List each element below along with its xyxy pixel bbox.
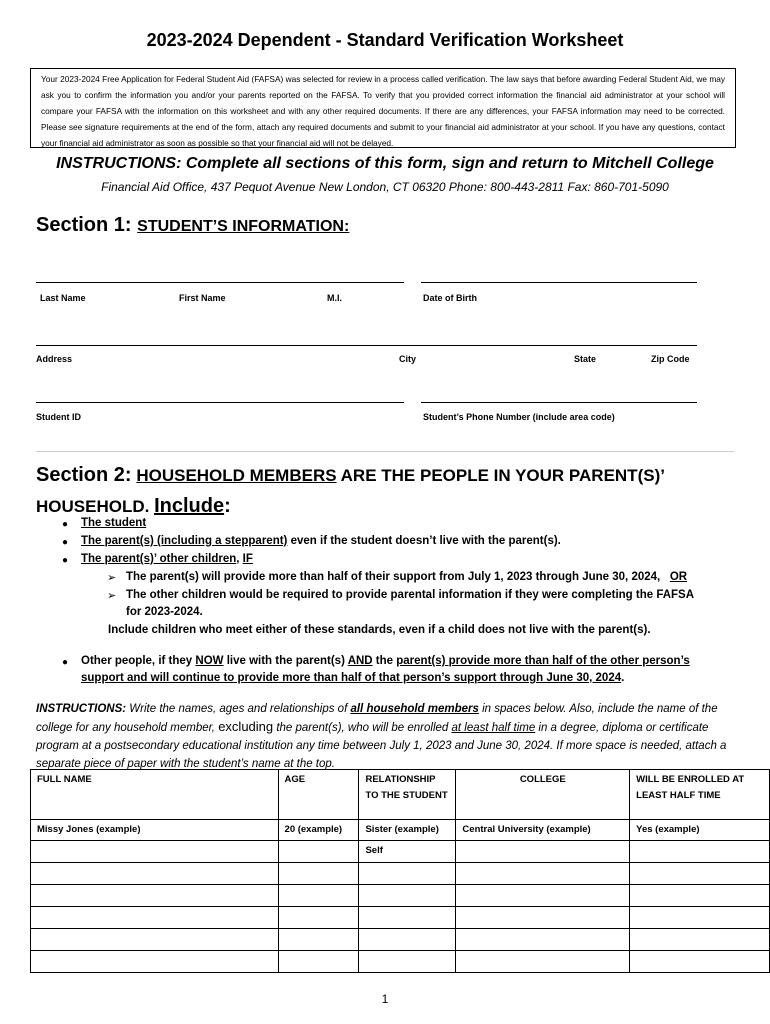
name-line[interactable] xyxy=(36,282,404,283)
cell-input[interactable] xyxy=(456,885,630,907)
cell-input[interactable] xyxy=(31,885,279,907)
bullet-icon: ● xyxy=(62,555,69,566)
table-row xyxy=(31,885,770,907)
cell-input[interactable] xyxy=(31,841,279,863)
example-relationship: Sister (example) xyxy=(359,820,456,841)
section2-heading-underlined: HOUSEHOLD MEMBERS xyxy=(136,466,337,485)
table-row xyxy=(31,841,770,863)
cell-input[interactable] xyxy=(31,929,279,951)
section2-colon: : xyxy=(124,464,132,486)
cell-input[interactable] xyxy=(278,951,359,973)
table-row xyxy=(31,820,770,841)
cell-input[interactable] xyxy=(456,907,630,929)
bullet-student: The student xyxy=(81,517,147,529)
cell-input[interactable] xyxy=(630,929,770,951)
cell-input[interactable] xyxy=(630,885,770,907)
table-row xyxy=(31,907,770,929)
cell-input[interactable] xyxy=(630,907,770,929)
example-age: 20 (example) xyxy=(278,820,359,841)
header-enrolled: WILL BE ENROLLED AT LEAST HALF TIME xyxy=(630,770,770,820)
example-name: Missy Jones (example) xyxy=(31,820,279,841)
cell-input[interactable] xyxy=(456,929,630,951)
cell-input[interactable] xyxy=(456,951,630,973)
include-word: Include xyxy=(154,495,225,517)
intro-box: Your 2023-2024 Free Application for Federal Student Aid (FAFSA) was selected for review in a process called verification. The law says that before awarding Federal Student Aid, we may ask you to confirm the information you and/or your parents reported on the FAFSA. To verify that you provided correct information the financial aid administrator at your school will compare your FAFSA with the information on this worksheet and with any other required documents. If there are any differences, your FAFSA information may need to be corrected. Please see signature requirements at the end of the form, attach any required documents and submit to your financial aid administrator at your school. If you have any questions, contact your financial aid administrator as soon as possible so that your financial aid will not be delayed. xyxy=(30,68,736,148)
city-label: City xyxy=(399,354,417,364)
cell-input[interactable] xyxy=(359,863,456,885)
arrow-icon: ➢ xyxy=(107,572,117,584)
section1-colon: : xyxy=(124,214,132,236)
cell-input[interactable] xyxy=(278,907,359,929)
cell-input[interactable] xyxy=(359,885,456,907)
bullet-other-people-cont: support and will continue to provide more than half of that person’s support through June 30, 2024. xyxy=(81,672,625,684)
section-divider xyxy=(36,451,734,452)
cell-input[interactable] xyxy=(278,863,359,885)
include-colon: : xyxy=(224,495,231,517)
office-address: Financial Aid Office, 437 Pequot Avenue New London, CT 06320 Phone: 800-443-2811 Fax: 860-701-5090 xyxy=(101,180,669,194)
bullet-parents: The parent(s) (including a stepparent) even if the student doesn’t live with the parent(s). xyxy=(81,535,561,547)
bullet-icon: ● xyxy=(62,537,69,548)
sub-condition-1: The parent(s) will provide more than half of their support from July 1, 2023 through June 30, 2024, OR xyxy=(126,571,688,583)
bullet-icon: ● xyxy=(62,519,69,530)
cell-input[interactable] xyxy=(630,863,770,885)
sub-condition-2: The other children would be required to provide parental information if they were completing the FAFSA xyxy=(126,589,695,601)
dob-line[interactable] xyxy=(421,282,697,283)
mi-label: M.I. xyxy=(327,293,342,303)
phone-line[interactable] xyxy=(421,402,697,403)
page-number: 1 xyxy=(381,992,389,1006)
cell-input[interactable] xyxy=(31,907,279,929)
section1-heading xyxy=(36,214,349,237)
cell-input[interactable] xyxy=(278,929,359,951)
cell-input[interactable] xyxy=(456,841,630,863)
page-title: 2023-2024 Dependent - Standard Verification Worksheet xyxy=(146,30,624,50)
bullet-other-children: The parent(s)’ other children, IF xyxy=(81,553,253,565)
table-row xyxy=(31,929,770,951)
example-college: Central University (example) xyxy=(456,820,630,841)
arrow-icon: ➢ xyxy=(107,590,117,602)
header-relationship: RELATIONSHIP TO THE STUDENT xyxy=(359,770,456,820)
cell-input[interactable] xyxy=(630,951,770,973)
household-instructions: INSTRUCTIONS: Write the names, ages and relationships of all household members in spaces below. Also, include the name of the college for any household member, excluding the parent(s), who will be enrolled at least half time in a degree, diploma or certificate program at a postsecondary educational institution any time between July 1, 2023 and June 30, 2024. If more space is needed, attach a separate piece of paper with the student’s name at the top. xyxy=(36,703,727,770)
cell-input[interactable] xyxy=(31,951,279,973)
cell-input[interactable] xyxy=(278,841,359,863)
table-header-row xyxy=(31,770,770,820)
student-id-line[interactable] xyxy=(36,402,404,403)
section1-title: STUDENT’S INFORMATION: xyxy=(137,218,350,235)
cell-input[interactable] xyxy=(278,885,359,907)
address-line[interactable] xyxy=(36,345,697,346)
sub-condition-2-cont: for 2023-2024. xyxy=(126,606,203,618)
cell-input[interactable] xyxy=(456,863,630,885)
header-college: COLLEGE xyxy=(456,770,630,820)
bullet-other-people: Other people, if they NOW live with the parent(s) AND the parent(s) provide more than half of the other person’s xyxy=(81,655,690,667)
section2-label: Section 2 xyxy=(36,464,125,486)
section2-heading-line2: HOUSEHOLD. xyxy=(36,497,155,516)
cell-input[interactable] xyxy=(630,841,770,863)
last-name-label: Last Name xyxy=(40,293,86,303)
table-row xyxy=(31,951,770,973)
example-enrolled: Yes (example) xyxy=(630,820,770,841)
table-row xyxy=(31,863,770,885)
section2-heading xyxy=(36,460,736,522)
dob-label: Date of Birth xyxy=(423,293,477,303)
cell-input[interactable] xyxy=(359,929,456,951)
section1-label: Section 1 xyxy=(36,214,125,236)
header-full-name: FULL NAME xyxy=(31,770,279,820)
section2-heading-rest: ARE THE PEOPLE IN YOUR PARENT(S)’ xyxy=(336,466,665,485)
self-cell: Self xyxy=(359,841,456,863)
household-table xyxy=(30,769,770,973)
phone-label: Student’s Phone Number (include area code) xyxy=(423,412,615,422)
cell-input[interactable] xyxy=(359,907,456,929)
address-label: Address xyxy=(36,354,73,364)
state-label: State xyxy=(574,354,597,364)
instructions-heading: INSTRUCTIONS: Complete all sections of this form, sign and return to Mitchell College xyxy=(56,155,714,172)
student-id-label: Student ID xyxy=(36,412,81,422)
zip-label: Zip Code xyxy=(651,354,690,364)
include-children-note: Include children who meet either of these standards, even if a child does not live with the parent(s). xyxy=(108,624,651,636)
header-age: AGE xyxy=(278,770,359,820)
cell-input[interactable] xyxy=(359,951,456,973)
cell-input[interactable] xyxy=(31,863,279,885)
bullet-icon: ● xyxy=(62,657,69,668)
first-name-label: First Name xyxy=(179,293,226,303)
